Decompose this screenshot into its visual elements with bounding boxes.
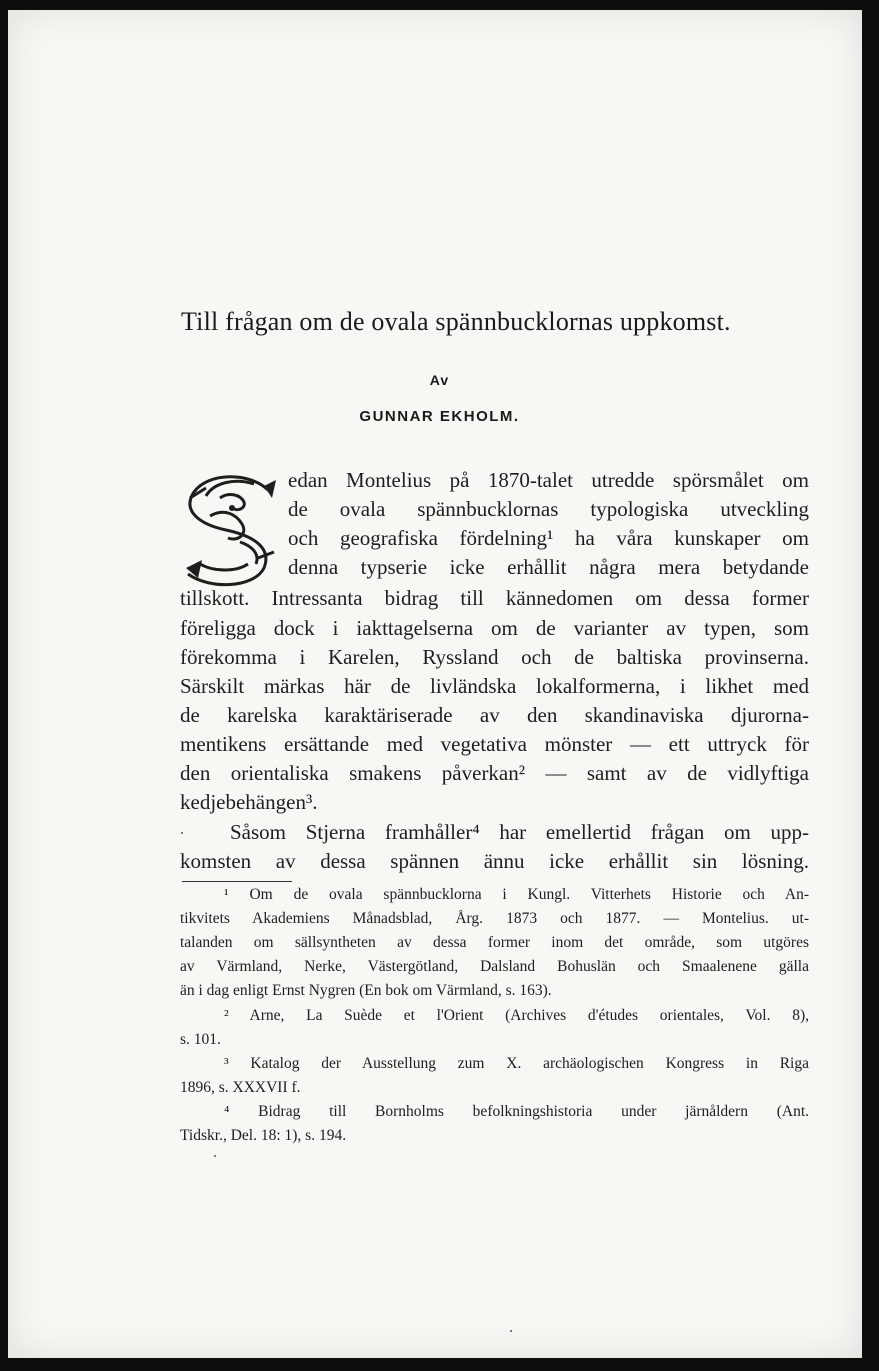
footnote-line: ³ Katalog der Ausstellung zum X. archäologischen Kongress in Riga xyxy=(224,1055,809,1072)
body-line: Såsom Stjerna framhåller⁴ har emellertid frågan om upp- xyxy=(230,820,809,844)
footnote-line: tikvitets Akademiens Månadsblad, Årg. 1873 och 1877. — Montelius. ut- xyxy=(180,910,809,927)
body-line: komsten av dessa spännen ännu icke erhållit sin lösning. xyxy=(180,849,809,873)
footnote-line: 1896, s. XXXVII f. xyxy=(180,1079,301,1096)
body-line: denna typserie icke erhållit några mera betydande xyxy=(288,555,809,579)
body-line: mentikens ersättande med vegetativa mönster — ett uttryck för xyxy=(180,732,809,756)
scan-speck xyxy=(214,1155,216,1157)
footnote-line: av Värmland, Nerke, Västergötland, Dalsland Bohuslän och Smaalenene gälla xyxy=(180,958,809,975)
body-line: den orientaliska smakens påverkan² — samt av de vidlyftiga xyxy=(180,761,809,785)
article-title: Till frågan om de ovala spännbucklornas uppkomst. xyxy=(181,307,731,336)
author-name: GUNNAR EKHOLM. xyxy=(359,408,520,425)
body-line: de karelska karaktäriserade av den skandinaviska djurorna- xyxy=(180,703,809,727)
body-line: och geografiska fördelning¹ ha våra kunskaper om xyxy=(288,526,809,550)
footnote-line: ⁴ Bidrag till Bornholms befolkningshistoria under järnåldern (Ant. xyxy=(224,1103,809,1120)
body-line: förekomma i Karelen, Ryssland och de baltiska provinserna. xyxy=(180,645,809,669)
footnote-line: talanden om sällsyntheten av dessa former inom det område, som utgöres xyxy=(180,934,809,951)
byline-prefix: Av xyxy=(429,372,450,388)
body-line: tillskott. Intressanta bidrag till kännedomen om dessa former xyxy=(180,586,809,610)
ornamental-dropcap-s-icon xyxy=(180,468,280,593)
footnote-divider xyxy=(182,881,292,882)
scan-speck xyxy=(510,1330,512,1332)
footnote-line: ¹ Om de ovala spännbucklorna i Kungl. Vitterhets Historie och An- xyxy=(224,886,809,903)
footnote-line: ² Arne, La Suède et l'Orient (Archives d'études orientales, Vol. 8), xyxy=(224,1007,809,1024)
scan-speck xyxy=(181,832,183,834)
body-line: föreligga dock i iakttagelserna om de varianter av typen, som xyxy=(180,616,809,640)
body-line: kedjebehängen³. xyxy=(180,790,318,814)
footnote-line: än i dag enligt Ernst Nygren (En bok om Värmland, s. 163). xyxy=(180,982,552,999)
body-line: edan Montelius på 1870-talet utredde spörsmålet om xyxy=(288,468,809,492)
footnote-line: s. 101. xyxy=(180,1031,221,1048)
body-line: de ovala spännbucklornas typologiska utveckling xyxy=(288,497,809,521)
body-line: Särskilt märkas här de livländska lokalformerna, i likhet med xyxy=(180,674,809,698)
footnote-line: Tidskr., Del. 18: 1), s. 194. xyxy=(180,1127,347,1144)
